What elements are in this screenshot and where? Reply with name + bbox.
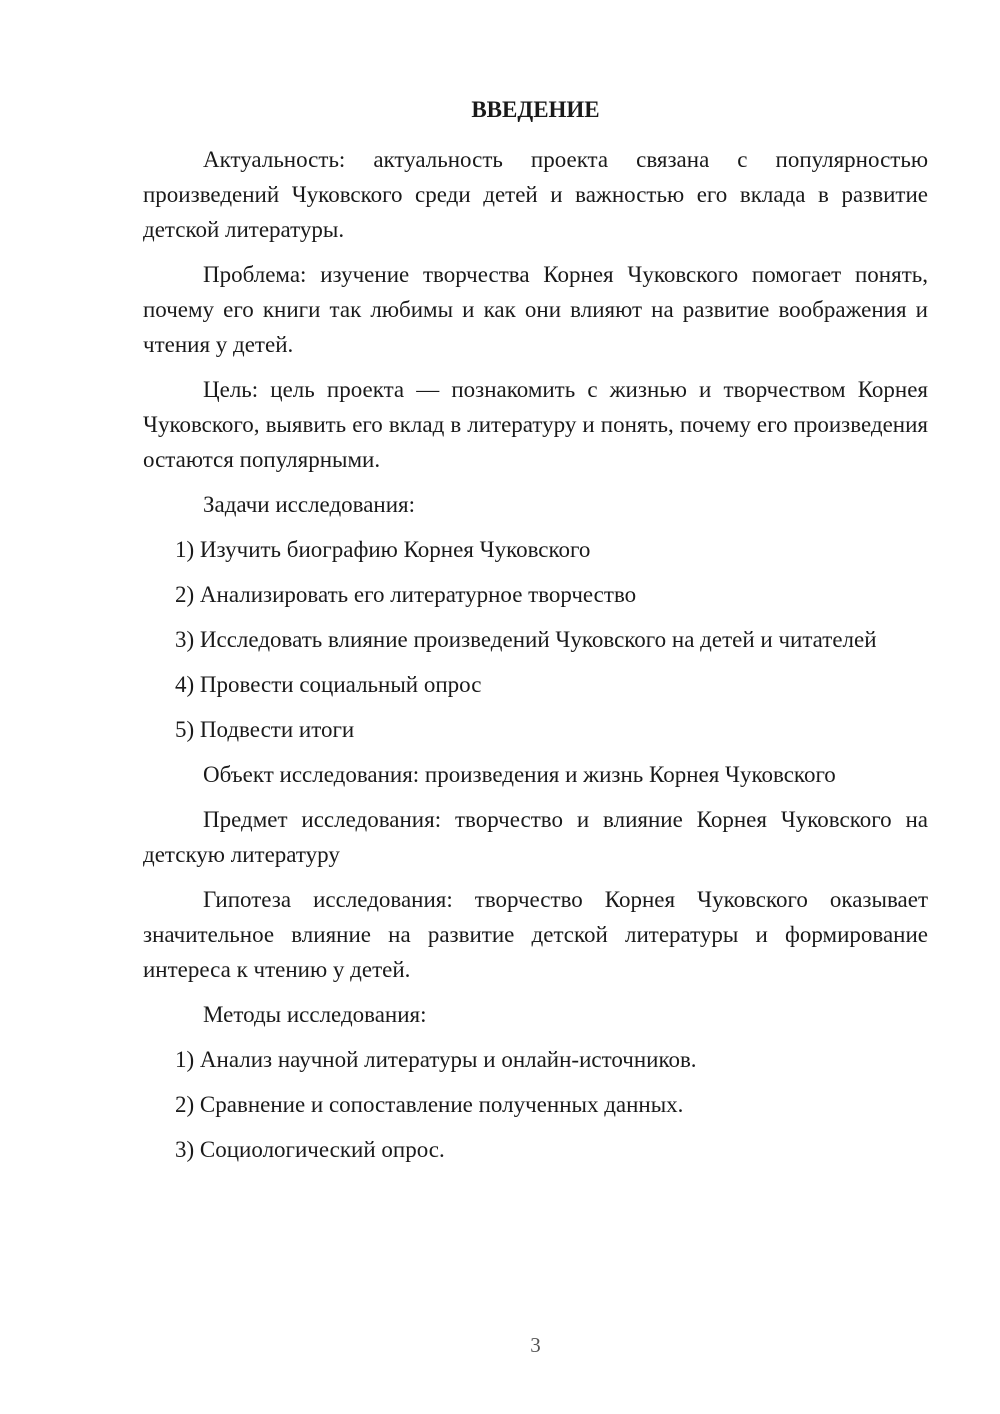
tasks-title: Задачи исследования: (203, 492, 416, 517)
method-item: 3) Социологический опрос. (175, 1137, 445, 1162)
page-number: 3 (530, 1333, 541, 1357)
task-item: 3) Исследовать влияние произведений Чуковского на детей и читателей (175, 627, 877, 652)
task-item: 1) Изучить биографию Корнея Чуковского (175, 537, 591, 562)
relevance-paragraph: Актуальность: актуальность проекта связана с популярностью произведений Чуковского среди детей и важностью его вклада в развитие детской литературы. (143, 147, 928, 242)
object-paragraph: Объект исследования: произведения и жизнь Корнея Чуковского (203, 762, 836, 787)
task-item: 5) Подвести итоги (175, 717, 355, 742)
task-item: 2) Анализировать его литературное творчество (175, 582, 637, 607)
method-item: 2) Сравнение и сопоставление полученных данных. (175, 1092, 684, 1117)
hypothesis-paragraph: Гипотеза исследования: творчество Корнея Чуковского оказывает значительное влияние на развитие детской литературы и формирование интереса к чтению у детей. (143, 887, 928, 982)
subject-paragraph: Предмет исследования: творчество и влияние Корнея Чуковского на детскую литературу (143, 807, 928, 867)
problem-paragraph: Проблема: изучение творчества Корнея Чуковского помогает понять, почему его книги так любимы и как они влияют на развитие воображения и чтения у детей. (143, 262, 928, 357)
task-item: 4) Провести социальный опрос (175, 672, 482, 697)
method-item: 1) Анализ научной литературы и онлайн-источников. (175, 1047, 697, 1072)
goal-paragraph: Цель: цель проекта — познакомить с жизнью и творчеством Корнея Чуковского, выявить его вклад в литературу и понять, почему его произведения остаются популярными. (143, 377, 928, 472)
section-body (143, 142, 928, 1177)
document-page (143, 0, 928, 1414)
methods-title: Методы исследования: (203, 1002, 427, 1027)
section-heading: ВВЕДЕНИЕ (471, 97, 600, 122)
